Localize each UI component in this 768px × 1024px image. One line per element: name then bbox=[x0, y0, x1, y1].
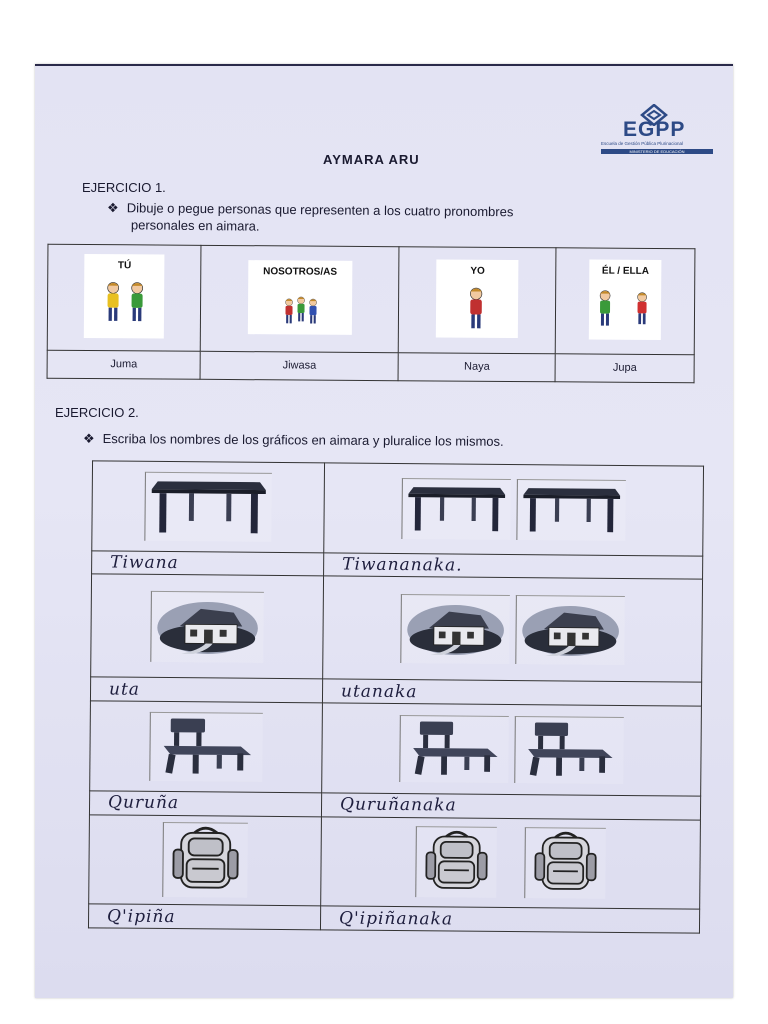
house-icon bbox=[155, 594, 260, 657]
child-icon bbox=[306, 292, 320, 330]
house-icon bbox=[520, 598, 621, 659]
bench-icon bbox=[154, 715, 259, 776]
exercise2-instruction bbox=[83, 430, 683, 451]
plurals-table bbox=[88, 460, 704, 933]
boy-icon bbox=[595, 287, 615, 329]
pronoun-answer: Naya bbox=[398, 352, 555, 381]
pronoun-picture-label: TÚ bbox=[117, 260, 132, 272]
plural-picture-cell bbox=[321, 816, 701, 909]
pronoun-picture bbox=[589, 259, 662, 340]
table-row bbox=[90, 701, 702, 796]
page-title: AYMARA ARU bbox=[323, 152, 420, 167]
exercise1-title: EJERCICIO 1. bbox=[82, 180, 166, 195]
logo-subtitle: Escuela de Gestión Pública Plurinacional bbox=[601, 141, 684, 146]
pronoun-picture-label: NOSOTROS/AS bbox=[263, 266, 338, 278]
bullet-icon: ❖ bbox=[82, 430, 95, 446]
table-row bbox=[89, 814, 701, 909]
logo-ministry: MINISTERIO DE EDUCACIÓN bbox=[601, 149, 713, 154]
logo-name: EGPP bbox=[623, 118, 686, 141]
plural-picture-cell bbox=[323, 576, 703, 682]
house-icon bbox=[405, 597, 506, 658]
pronoun-cell-el-ella bbox=[556, 248, 695, 355]
table-icon bbox=[406, 481, 506, 534]
singular-picture-cell bbox=[90, 701, 323, 793]
pronoun-answer: Jupa bbox=[555, 354, 694, 383]
singular-answer: Tiwana bbox=[92, 551, 324, 577]
singular-answer: Quruña bbox=[89, 791, 321, 817]
pronoun-cell-yo bbox=[398, 247, 556, 354]
backpack-icon bbox=[167, 825, 244, 892]
pronoun-picture bbox=[436, 259, 519, 338]
plural-picture-cell bbox=[322, 703, 702, 796]
backpack-icon bbox=[529, 831, 602, 894]
child-icon bbox=[464, 286, 488, 332]
child-icon bbox=[126, 280, 148, 324]
exercise1-instruction bbox=[107, 199, 667, 239]
exercise1-instruction-line2: personales en aimara. bbox=[130, 217, 260, 234]
table-row bbox=[91, 574, 703, 682]
table-icon bbox=[149, 475, 268, 536]
pronouns-table bbox=[47, 244, 696, 384]
pronoun-picture bbox=[84, 254, 165, 339]
exercise1-instruction-line1: Dibuje o pegue personas que representen a los cuatro pronombres bbox=[126, 200, 514, 220]
bench-icon bbox=[519, 719, 620, 778]
table-row bbox=[88, 904, 699, 933]
pronoun-picture-label: YO bbox=[470, 265, 485, 277]
singular-picture-cell bbox=[89, 814, 322, 906]
backpack-icon bbox=[420, 830, 493, 893]
singular-picture-cell bbox=[92, 461, 325, 553]
plural-picture-cell bbox=[324, 463, 704, 556]
worksheet-page bbox=[35, 64, 733, 998]
girl-icon bbox=[633, 288, 651, 330]
pronoun-picture-label: ÉL / ELLA bbox=[601, 265, 650, 277]
pronoun-cell-tu bbox=[47, 244, 201, 351]
singular-answer: Q'ipiña bbox=[88, 904, 320, 930]
table-icon bbox=[521, 482, 621, 535]
table-row bbox=[92, 461, 704, 556]
pronoun-answer: Jiwasa bbox=[200, 351, 398, 381]
plural-answer: Tiwananaka. bbox=[324, 553, 703, 580]
exercise2-title: EJERCICIO 2. bbox=[55, 405, 139, 420]
pronoun-answer: Juma bbox=[47, 350, 201, 379]
singular-answer: uta bbox=[90, 677, 322, 703]
exercise2-instruction-text: Escriba los nombres de los gráficos en aimara y pluralice los mismos. bbox=[102, 431, 504, 449]
plural-answer: utanaka bbox=[322, 679, 701, 706]
bullet-icon: ❖ bbox=[107, 200, 119, 216]
bench-icon bbox=[404, 718, 505, 777]
pronoun-picture bbox=[248, 260, 353, 335]
pronoun-cell-nosotros bbox=[201, 245, 400, 352]
plural-answer: Q'ipiñanaka bbox=[320, 906, 699, 933]
child-pointing-icon bbox=[102, 280, 124, 324]
plural-answer: Quruñanaka bbox=[321, 793, 700, 820]
singular-picture-cell bbox=[91, 574, 324, 679]
